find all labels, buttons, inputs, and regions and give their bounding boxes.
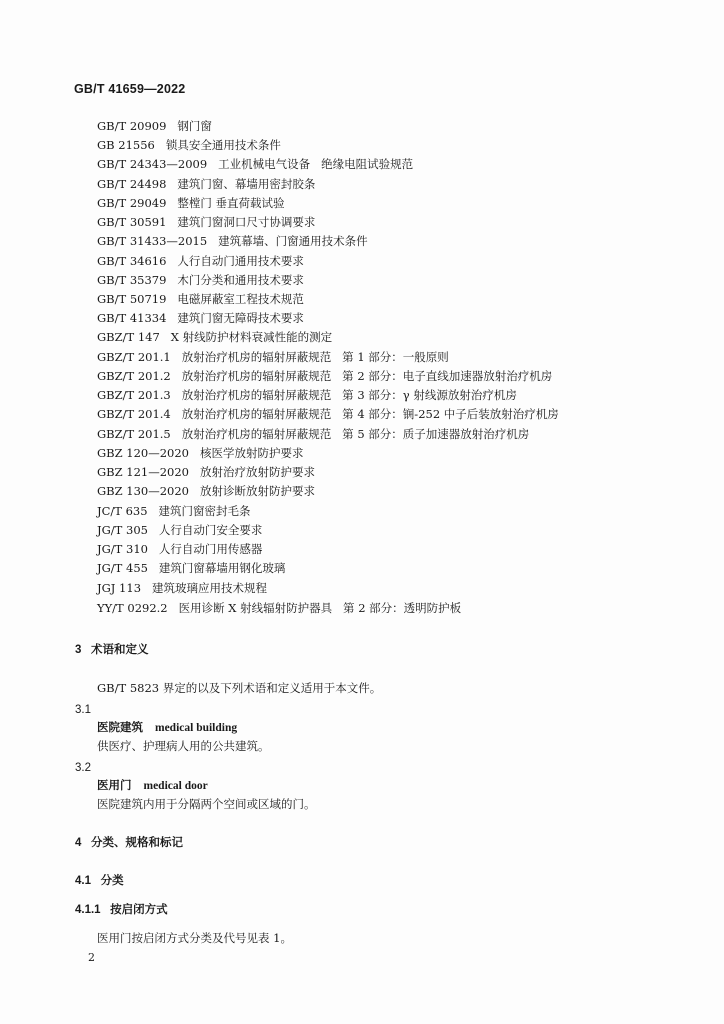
reference-item: GB/T 29049 整樘门 垂直荷载试验 xyxy=(97,196,285,210)
reference-item: GBZ/T 201.5 放射治疗机房的辐射屏蔽规范 第 5 部分：质子加速器放射治疗机房 xyxy=(97,427,530,441)
reference-item: GB/T 31433—2015 建筑幕墙、门窗通用技术条件 xyxy=(97,234,368,248)
term-definition: 医院建筑内用于分隔两个空间或区域的门。 xyxy=(97,797,316,811)
term-title xyxy=(97,722,237,735)
reference-item: GB/T 35379 木门分类和通用技术要求 xyxy=(97,273,304,287)
term-en: medical building xyxy=(155,722,238,734)
page-number: 2 xyxy=(88,951,95,964)
reference-item: GB/T 41334 建筑门窗无障碍技术要求 xyxy=(97,311,304,325)
reference-item: GBZ 130—2020 放射诊断放射防护要求 xyxy=(97,484,315,498)
reference-item: GBZ/T 201.1 放射治疗机房的辐射屏蔽规范 第 1 部分：一般原则 xyxy=(97,350,449,364)
reference-item: GBZ/T 201.4 放射治疗机房的辐射屏蔽规范 第 4 部分：锎-252 中子后装放射治疗机房 xyxy=(97,407,559,421)
reference-item: GBZ/T 201.3 放射治疗机房的辐射屏蔽规范 第 3 部分：γ 射线源放射治疗机房 xyxy=(97,388,517,402)
reference-item: JC/T 635 建筑门窗密封毛条 xyxy=(97,504,251,518)
reference-item: JG/T 455 建筑门窗幕墙用钢化玻璃 xyxy=(97,561,286,575)
term-zh: 医用门 xyxy=(97,778,132,792)
reference-item: GBZ 121—2020 放射治疗放射防护要求 xyxy=(97,465,315,479)
reference-item: GBZ/T 201.2 放射治疗机房的辐射屏蔽规范 第 2 部分：电子直线加速器放射治疗机房 xyxy=(97,369,553,383)
reference-item: JG/T 305 人行自动门安全要求 xyxy=(97,523,263,537)
reference-item: GBZ 120—2020 核医学放射防护要求 xyxy=(97,446,304,460)
section-3-intro: GB/T 5823 界定的以及下列术语和定义适用于本文件。 xyxy=(97,681,382,695)
term-zh: 医院建筑 xyxy=(97,720,143,734)
section-4-heading: 4 分类、规格和标记 xyxy=(75,837,183,849)
reference-item: JG/T 310 人行自动门用传感器 xyxy=(97,542,263,556)
section-4-1-1-text: 医用门按启闭方式分类及代号见表 1。 xyxy=(97,931,292,945)
reference-item: GB/T 20909 钢门窗 xyxy=(97,119,212,133)
term-definition: 供医疗、护理病人用的公共建筑。 xyxy=(97,739,270,753)
reference-item: YY/T 0292.2 医用诊断 X 射线辐射防护器具 第 2 部分：透明防护板 xyxy=(97,601,462,615)
reference-item: JGJ 113 建筑玻璃应用技术规程 xyxy=(97,581,267,595)
reference-item: GB/T 34616 人行自动门通用技术要求 xyxy=(97,254,304,268)
section-4-1-heading: 4.1 分类 xyxy=(75,875,124,887)
term-number: 3.2 xyxy=(75,762,91,774)
document-code-header: GB/T 41659—2022 xyxy=(74,82,186,96)
term-number: 3.1 xyxy=(75,704,91,716)
section-4-1-1-heading: 4.1.1 按启闭方式 xyxy=(75,904,168,916)
reference-item: GB/T 24343—2009 工业机械电气设备 绝缘电阻试验规范 xyxy=(97,157,414,171)
reference-item: GB/T 50719 电磁屏蔽室工程技术规范 xyxy=(97,292,304,306)
section-3-heading: 3 术语和定义 xyxy=(75,644,149,656)
term-title xyxy=(97,780,208,793)
reference-item: GB/T 30591 建筑门窗洞口尺寸协调要求 xyxy=(97,215,316,229)
reference-item: GBZ/T 147 X 射线防护材料衰减性能的测定 xyxy=(97,330,333,344)
reference-item: GB/T 24498 建筑门窗、幕墙用密封胶条 xyxy=(97,177,316,191)
reference-item: GB 21556 锁具安全通用技术条件 xyxy=(97,138,281,152)
term-en: medical door xyxy=(143,780,208,792)
